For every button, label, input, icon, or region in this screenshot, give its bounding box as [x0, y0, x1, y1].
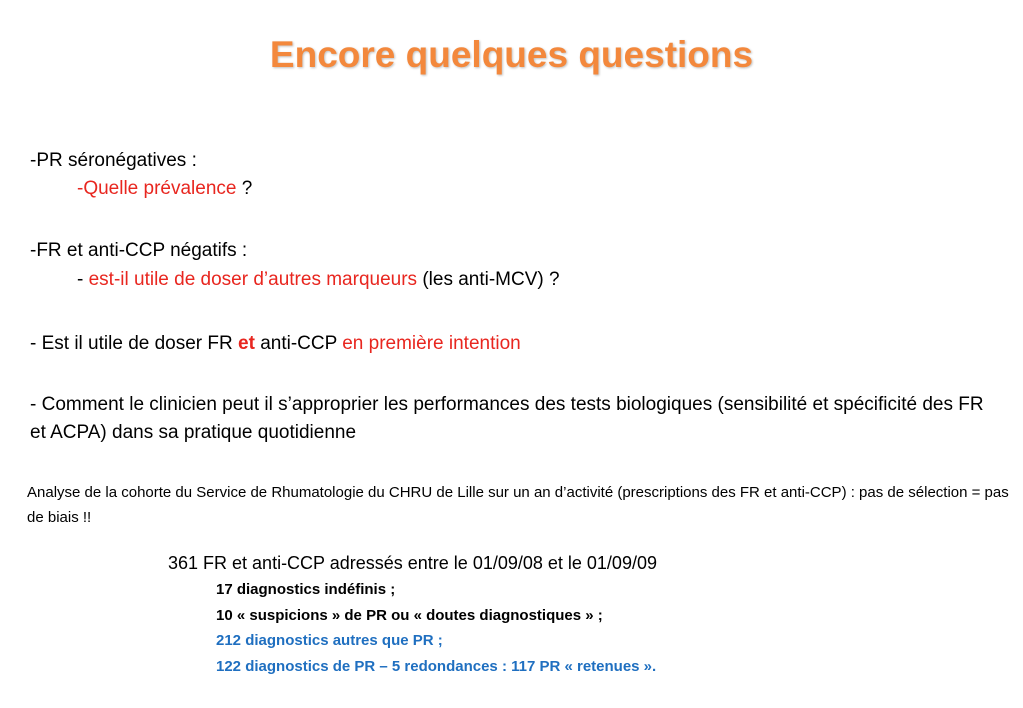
stats-main: 361 FR et anti-CCP adressés entre le 01/09/08 et le 01/09/09	[168, 553, 657, 573]
question-2-sub-end: (les anti-MCV) ?	[417, 269, 560, 290]
question-3-start: - Est il utile de doser FR	[30, 333, 239, 354]
stats-line-4: 122 diagnostics de PR – 5 redondances : 117 PR « retenues ».	[216, 658, 657, 675]
question-1-sub-end: ?	[236, 178, 253, 199]
question-3	[30, 330, 521, 358]
question-3-middle: anti-CCP	[254, 333, 343, 354]
question-3-red: en première intention	[342, 333, 521, 354]
page-title: Encore quelques questions	[269, 34, 754, 75]
stats-line-2: 10 « suspicions » de PR ou « doutes diagnostiques » ;	[216, 607, 603, 624]
stats-line-1: 17 diagnostics indéfinis ;	[216, 581, 396, 598]
analysis-paragraph: Analyse de la cohorte du Service de Rhumatologie du CHRU de Lille sur un an d’activité (prescriptions des FR et anti-CCP) : pas de sélection = pas de biais !!	[27, 484, 1009, 526]
question-1-sub-red: -Quelle prévalence	[77, 178, 237, 199]
question-1-sub	[77, 175, 252, 203]
question-2-sub	[77, 266, 560, 294]
question-2-sub-dash: -	[77, 269, 89, 290]
question-3-bold-red: et	[238, 333, 255, 354]
stats-line-3: 212 diagnostics autres que PR ;	[216, 632, 443, 649]
question-2-heading: -FR et anti-CCP négatifs :	[30, 240, 248, 261]
question-2-sub-red: est-il utile de doser d’autres marqueurs	[88, 269, 418, 290]
question-4: - Comment le clinicien peut il s’approprier les performances des tests biologiques (sensibilité et spécificité des FR et ACPA) dans sa pratique quotidienne	[30, 394, 984, 443]
question-1-heading: -PR séronégatives :	[30, 150, 197, 171]
